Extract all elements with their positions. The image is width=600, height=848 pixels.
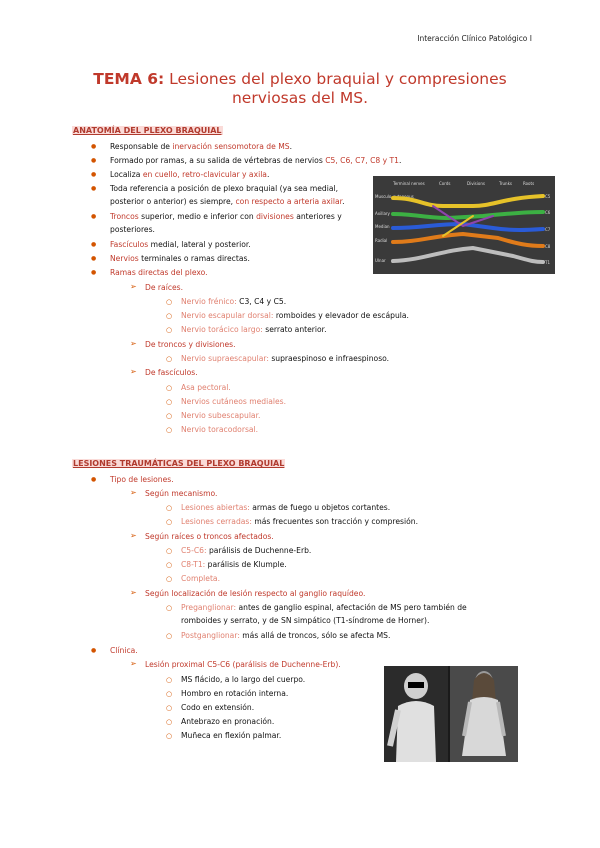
col-label: Terminal nerves [393,181,425,186]
root-label: C8 [545,244,551,249]
sub-sub-item: ○ Asa pectoral. [181,383,231,393]
list-item-continuation: posteriores. [110,225,155,234]
clinical-photo [384,666,518,762]
photo-svg [384,666,518,762]
sub-item: ➢ De troncos y divisiones. [145,340,236,350]
sub-sub-item: ○ Hombro en rotación interna. [181,689,288,699]
brachial-plexus-diagram [373,176,555,274]
row-label: Axillary [375,211,390,216]
sub-item: ➢ Según mecanismo. [145,489,217,499]
root-label: C7 [545,227,551,232]
sub-item: ➢ Según localización de lesión respecto al ganglio raquídeo. [145,589,365,599]
list-item: ● Ramas directas del plexo. [110,268,208,278]
col-label: Roots [523,181,535,186]
root-label: C6 [545,210,551,215]
list-item: ● Fascículos medial, lateral y posterior. [110,240,251,250]
list-item-continuation: posterior o anterior) es siempre, con respecto a arteria axilar. [110,197,345,206]
col-label: Trunks [499,181,512,186]
sub-item: ➢ De raíces. [145,283,183,293]
list-item: ● Tipo de lesiones. [110,475,174,485]
sub-sub-item: ○ Antebrazo en pronación. [181,717,274,727]
sub-sub-item: ○ Postganglionar: más allá de troncos, sólo se afecta MS. [181,631,390,641]
col-label: Cords [439,181,451,186]
header-note: Interacción Clínico Patológico I [417,34,532,43]
sub-sub-item: ○ Codo en extensión. [181,703,254,713]
sub-sub-item: ○ Nervio frénico: C3, C4 y C5. [181,297,286,307]
row-label: Radial [375,238,388,243]
title-prefix: TEMA 6: [93,70,165,88]
sub-sub-item-continuation: romboides y serrato, y de SN simpático (T1-síndrome de Horner). [181,616,430,625]
list-item: ● Formado por ramas, a su salida de vértebras de nervios C5, C6, C7, C8 y T1. [110,156,401,166]
sub-sub-item: ○ Preganglionar: antes de ganglio espinal, afectación de MS pero también de [181,603,467,613]
sub-sub-item: ○ Muñeca en flexión palmar. [181,731,281,741]
sub-sub-item: ○ Nervio subescapular. [181,411,260,421]
row-label: Median [375,224,390,229]
plexus-svg [373,176,555,274]
sub-sub-item: ○ Lesiones cerradas: más frecuentes son tracción y compresión. [181,517,418,527]
section-lesiones: LESIONES TRAUMÁTICAS DEL PLEXO BRAQUIAL [73,459,285,468]
list-item: ● Clínica. [110,646,138,656]
sub-item: ➢ De fascículos. [145,368,198,378]
sub-sub-item: ○ Nervio escapular dorsal: romboides y elevador de escápula. [181,311,409,321]
root-label: C5 [545,194,551,199]
sub-item: ➢ Lesión proximal C5-C6 (parálisis de Duchenne-Erb). [145,660,341,670]
list-item: ● Responsable de inervación sensomotora de MS. [110,142,292,152]
sub-sub-item: ○ Nervio toracodorsal. [181,425,258,435]
row-label: Ulnar [375,258,386,263]
section-anatomia: ANATOMÍA DEL PLEXO BRAQUIAL [73,126,222,135]
list-item: ● Localiza en cuello, retro-clavicular y axila. [110,170,269,180]
list-item: ● Toda referencia a posición de plexo braquial (ya sea medial, [110,184,338,194]
page-title [60,70,540,108]
list-item: ● Troncos superior, medio e inferior con divisiones anteriores y [110,212,342,222]
sub-sub-item: ○ Completa. [181,574,220,584]
sub-sub-item: ○ Lesiones abiertas: armas de fuego u objetos cortantes. [181,503,390,513]
sub-sub-item: ○ MS flácido, a lo largo del cuerpo. [181,675,305,685]
sub-sub-item: ○ C5-C6: parálisis de Duchenne-Erb. [181,546,311,556]
title-text: Lesiones del plexo braquial y compresiones nerviosas del MS. [164,70,507,107]
sub-sub-item: ○ C8-T1: parálisis de Klumple. [181,560,287,570]
col-label: Divisions [467,181,485,186]
sub-sub-item: ○ Nervios cutáneos mediales. [181,397,286,407]
row-label: Musculo-cutaneous [375,194,414,199]
sub-sub-item: ○ Nervio supraescapular: supraespinoso e infraespinoso. [181,354,389,364]
sub-sub-item: ○ Nervio torácico largo: serrato anterior. [181,325,327,335]
sub-item: ➢ Según raíces o troncos afectados. [145,532,274,542]
root-label: T1 [545,260,550,265]
list-item: ● Nervios terminales o ramas directas. [110,254,250,264]
